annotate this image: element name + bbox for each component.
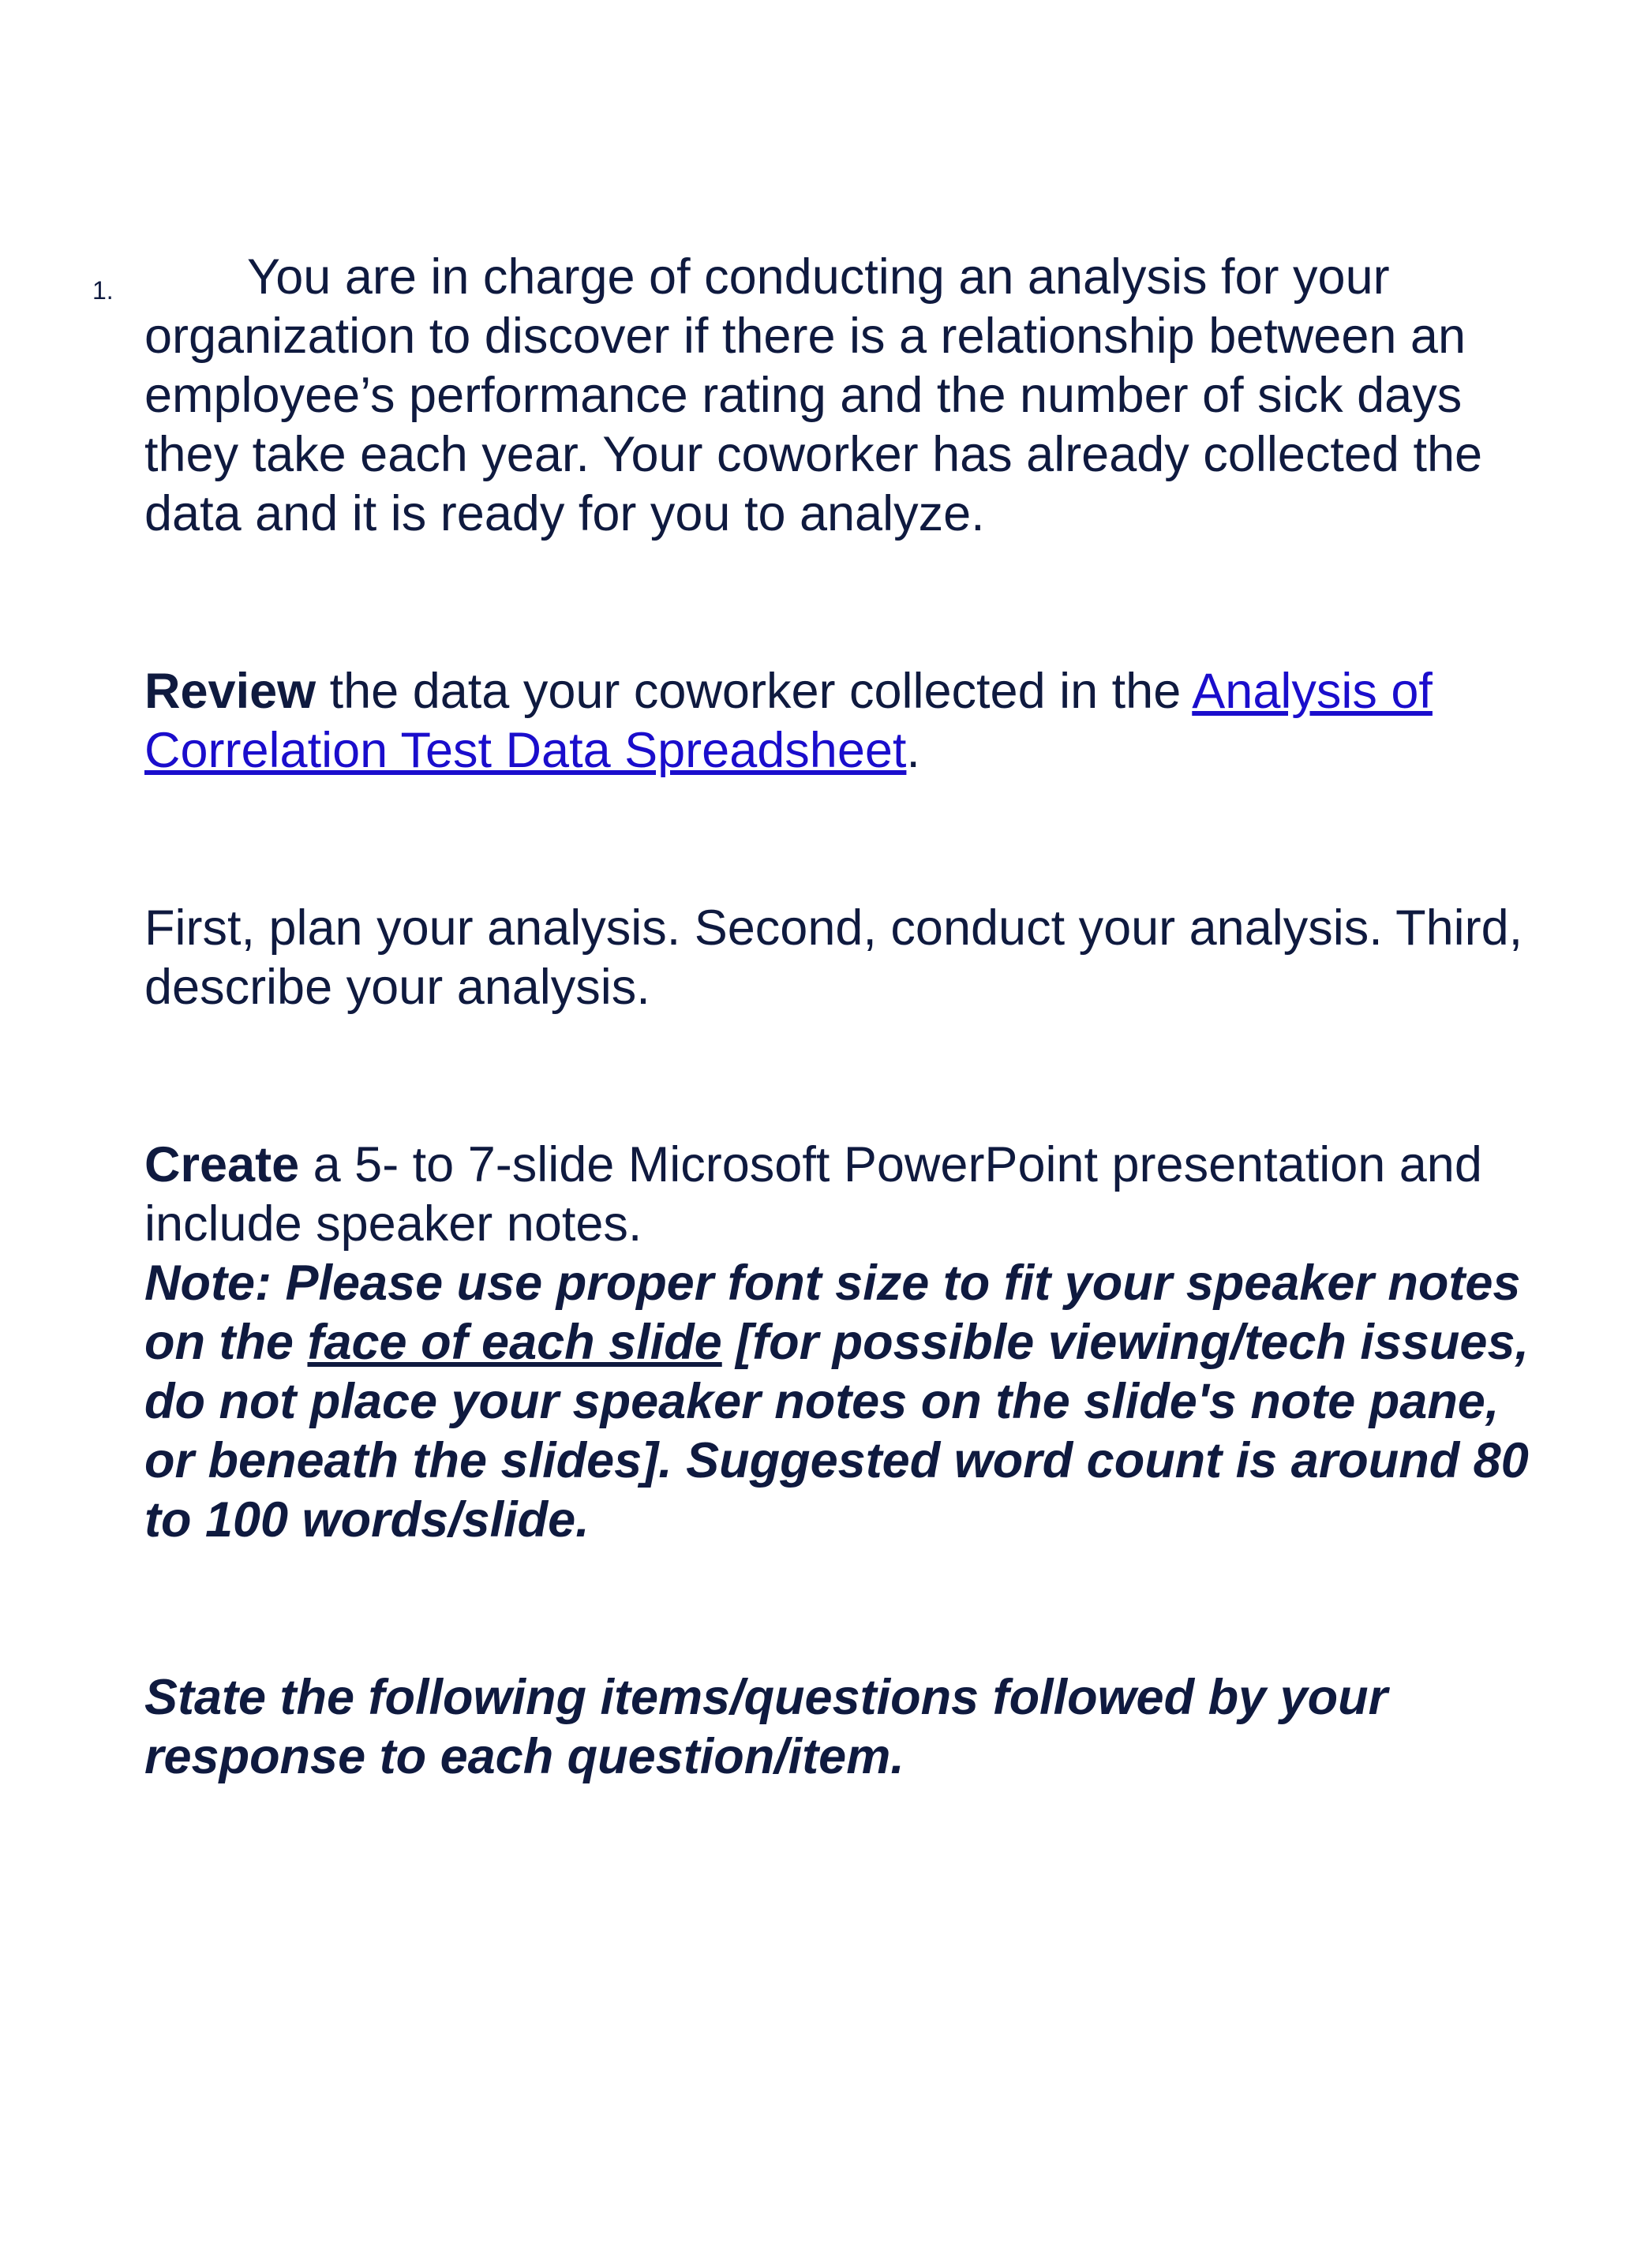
- review-paragraph: [144, 662, 1534, 780]
- note-paragraph: [144, 1254, 1534, 1550]
- review-lead: Review: [144, 664, 316, 719]
- note-underlined: face of each slide: [307, 1315, 722, 1370]
- plan-paragraph: First, plan your analysis. Second, conduct your analysis. Third, describe your analysis.: [144, 900, 1523, 1015]
- review-end: .: [906, 723, 920, 778]
- note-text-1: Note: Please use proper font size to fit your speaker notes on the: [144, 1256, 1521, 1370]
- create-lead: Create: [144, 1137, 300, 1192]
- create-paragraph: [144, 1136, 1534, 1254]
- spreadsheet-link[interactable]: Analysis of Correlation Test Data Spreadsheet: [144, 664, 1433, 778]
- intro-paragraph: You are in charge of conducting an analysis for your organization to discover if there is a relationship between an employee’s performance rating and the number of sick days they take each year. Your coworker has already collected the data and it is ready for you to analyze.: [144, 249, 1483, 541]
- create-text: a 5- to 7-slide Microsoft PowerPoint presentation and include speaker notes.: [144, 1137, 1482, 1252]
- state-paragraph: State the following items/questions followed by your response to each question/item.: [144, 1670, 1388, 1784]
- document-body: [144, 248, 1534, 1787]
- review-text: the data your coworker collected in the: [316, 664, 1193, 719]
- list-number: 1.: [92, 276, 114, 305]
- note-text-2: [for possible viewing/tech issues, do not place your speaker notes on the slide's note pane, or beneath the slides]. Suggested word count is around 80 to 100 words/slide.: [144, 1315, 1529, 1548]
